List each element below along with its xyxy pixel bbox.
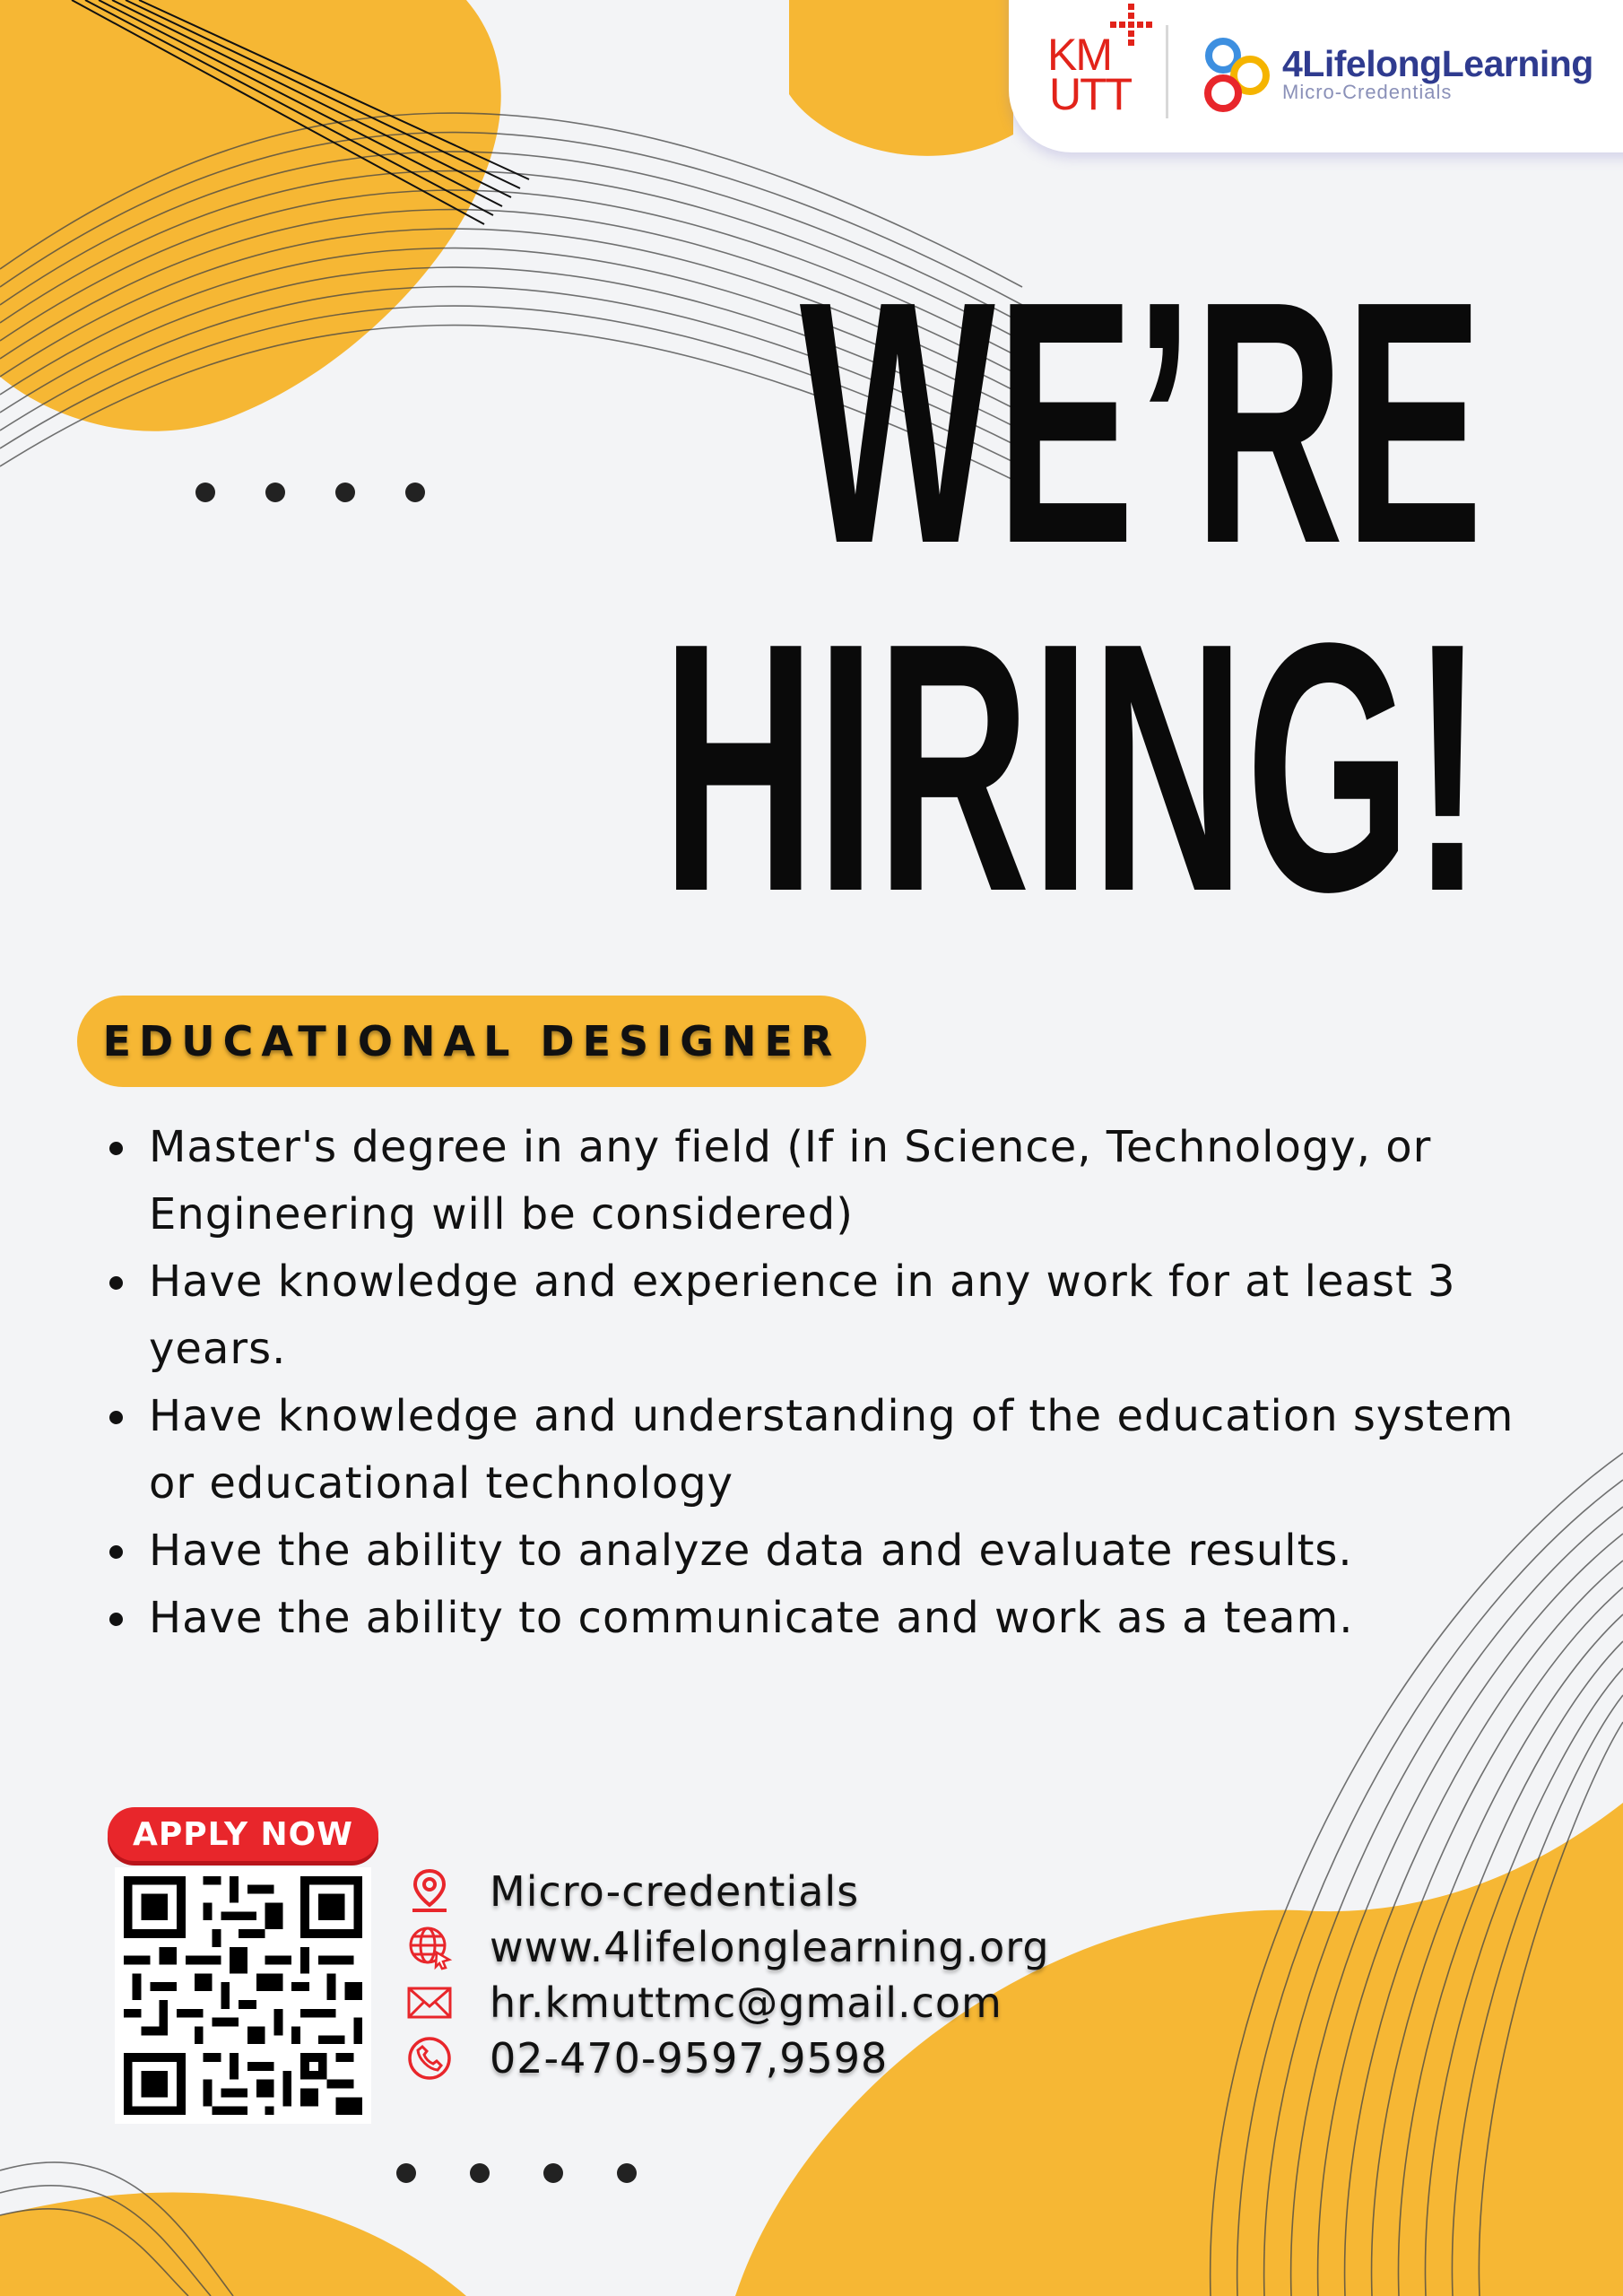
- contact-phone[interactable]: [404, 2031, 1050, 2086]
- requirement-item: • Have the ability to analyze data and evaluate results.: [142, 1518, 1541, 1585]
- bottom-dots: [396, 2163, 637, 2183]
- requirements-list: [97, 1114, 1541, 1652]
- bottom-left-wave: [0, 2192, 466, 2296]
- position-title: EDUCATIONAL DESIGNER: [102, 1017, 841, 1065]
- dot: [470, 2163, 490, 2183]
- dot: [617, 2163, 637, 2183]
- kmutt-logo-line1: KM: [1047, 30, 1111, 80]
- top-dots: [195, 483, 425, 502]
- contact-location: [404, 1864, 1050, 1919]
- dot: [265, 483, 285, 502]
- mail-icon: [404, 1977, 456, 2029]
- contact-website-text[interactable]: www.4lifelonglearning.org: [490, 1923, 1050, 1971]
- lifelong-learning-logo-icon: [1200, 36, 1275, 115]
- logo-divider: [1166, 25, 1168, 118]
- top-right-wave: [789, 0, 1013, 156]
- headline-line1: WE’RE: [799, 229, 1484, 615]
- kmutt-logo-line2: UTT: [1049, 69, 1132, 119]
- dot: [195, 483, 215, 502]
- requirement-item: • Master's degree in any field (If in Science, Technology, or Engineering will be considered): [142, 1114, 1541, 1248]
- dot: [405, 483, 425, 502]
- phone-icon: [404, 2032, 456, 2084]
- lifelong-learning-title: 4LifelongLearning: [1282, 43, 1593, 84]
- kmutt-logo: [1047, 30, 1146, 133]
- contact-phone-text[interactable]: 02-470-9597,9598: [490, 2034, 889, 2083]
- dot: [543, 2163, 563, 2183]
- headline-line2: HIRING!: [662, 569, 1484, 965]
- requirement-item: • Have knowledge and understanding of the education system or educational technology: [142, 1383, 1541, 1518]
- lifelong-learning-subtitle: Micro-Credentials: [1282, 81, 1453, 103]
- dot: [335, 483, 355, 502]
- apply-now-badge[interactable]: [108, 1807, 378, 1861]
- contact-website[interactable]: [404, 1919, 1050, 1975]
- contact-email[interactable]: [404, 1975, 1050, 2031]
- position-badge: [77, 996, 866, 1087]
- qr-code-image: [115, 1867, 371, 2124]
- requirement-item: • Have knowledge and experience in any work for at least 3 years.: [142, 1248, 1541, 1383]
- requirement-item: • Have the ability to communicate and work as a team.: [142, 1585, 1541, 1652]
- contact-list: [404, 1864, 1050, 2086]
- location-pin-icon: [404, 1866, 456, 1918]
- apply-qr-code[interactable]: [115, 1867, 371, 2124]
- dot: [396, 2163, 416, 2183]
- contact-email-text[interactable]: hr.kmuttmc@gmail.com: [490, 1979, 1002, 2027]
- top-left-wave: [0, 0, 501, 431]
- globe-icon: [404, 1921, 456, 1973]
- apply-now-label: APPLY NOW: [132, 1815, 353, 1853]
- kmutt-plus-icon: [1107, 2, 1157, 56]
- contact-location-text: Micro-credentials: [490, 1867, 860, 1916]
